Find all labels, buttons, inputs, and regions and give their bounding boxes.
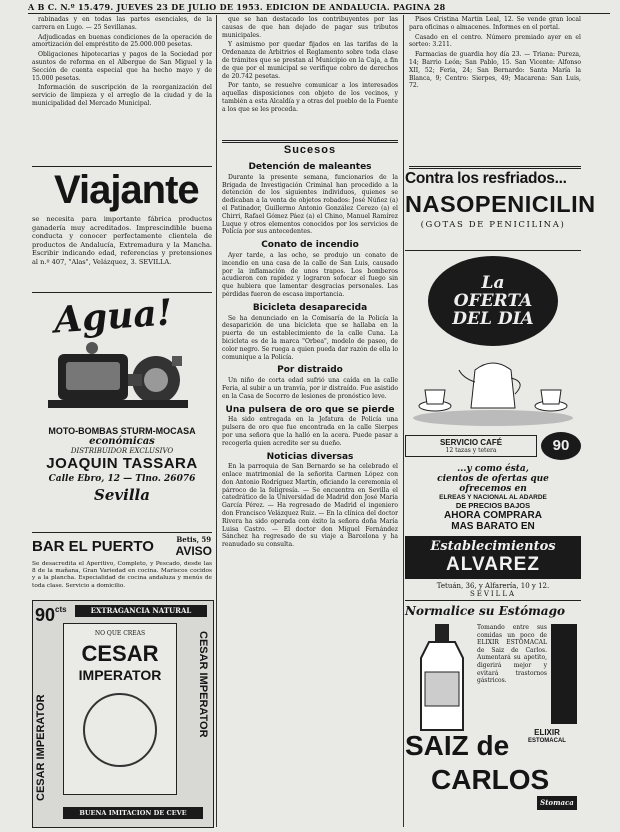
cesar-side-left: CESAR IMPERATOR xyxy=(35,694,47,801)
servicio-row xyxy=(405,432,581,460)
servicio-price: 90 xyxy=(541,432,581,460)
paragraph: Información de suscripción de la reorganización del servicio de limpieza y el arreglo de la ciudad y de la municipalidad del Mercado Municipal. xyxy=(32,84,212,107)
cesar-price-value: 90 xyxy=(35,605,56,625)
oferta-text-2: cientos de ofertas que xyxy=(437,474,549,484)
oferta-text-4: ELREAS Y NACIONAL AL ADARDE xyxy=(439,494,547,501)
saiz-stamp: Stomaca xyxy=(537,796,577,810)
bar-aviso: AVISO xyxy=(175,544,212,558)
oferta-text-5: DE PRECIOS BAJOS xyxy=(455,501,531,510)
servicio-sub: 12 tazas y tetera xyxy=(445,447,497,454)
column-divider-right xyxy=(403,15,404,827)
agua-economicas: económicas xyxy=(89,436,155,447)
servicio-label: SERVICIO CAFÉ xyxy=(439,438,503,447)
cesar-bottle-sub: NO QUE CREAS xyxy=(94,630,146,637)
resfriados-headline: Contra los resfriados... xyxy=(405,170,567,187)
section-title: Por distraido xyxy=(277,365,343,376)
paragraph: Y asimismo por quedar fijados en las tarifas de la Ordenanza de Arbitrios el Reglamento sobre toda clase de trámites que se prestan al Municipio en la Caja, a fin de que por el municipal se verifique cobro de derechos de 20.742 pesetas. xyxy=(222,41,398,80)
nasopenicilin-sub: (GOTAS DE PENICILINA) xyxy=(420,220,566,230)
section-text: Ha sido entregada en la Jefatura de Policía una pulsera de oro que fue encontrada en la calle Sierpes por una señora que la halló en la acera. Puede pasar a recogerla quien acredite ser su dueño. xyxy=(222,416,398,447)
paragraph: Casado en el centro. Número premiado ayer en el sorteo: 3.211. xyxy=(409,33,581,49)
viajante-title: Viajante xyxy=(54,168,199,212)
left-intro-text xyxy=(32,16,212,166)
agua-address: Calle Ebro, 12 — Tlno. 26076 xyxy=(48,474,196,484)
separator xyxy=(409,166,581,169)
section-text: Ayer tarde, a las ocho, se produjo un conato de incendio en una casa de la calle de San Luis, causado por la inflamación de unos trapos. Los bomberos acudieron con rapidez y lograron sofocar el fuego sin que hubiera que lamentar desgracias personales. Las pérdidas fueron de escasa importancia. xyxy=(222,251,398,298)
agua-brand-line: MOTO-BOMBAS STURM-MOCASA xyxy=(48,426,196,436)
elixir-bottle-illustration xyxy=(413,624,473,734)
separator xyxy=(32,166,212,167)
elixir-label: ELIXIR xyxy=(534,728,560,737)
column-divider-left xyxy=(216,15,217,827)
cesar-tag: EXTRAGANCIA NATURAL xyxy=(75,605,207,617)
paragraph: Obligaciones hipotecarias y pagos de la Sociedad por asuntos de reforma en el Albergue de San Miguel y la Sección de cuenta especial que ha hecho mayo y de 15.000 pesetas. xyxy=(32,51,212,82)
section-text: En la parroquia de San Bernardo se ha celebrado el enlace matrimonial de la señorita Carmen López con don Antonio Rodríguez Martín, oficiando la ceremonia el párroco de la feligresía. — Se encuentra en Sevilla el catedrático de la Universidad de Madrid don José María García Pérez. — Ha regresado de Madrid el ingeniero don Francisco Velázquez Ruiz. — En la clínica del doctor Rivera ha sido operada con éxito la señora doña María Luisa Castro. — El doctor don Miguel Fernández Sánchez ha regresado de su viaje a Barcelona y ha reanudado su consulta. xyxy=(222,463,398,549)
paragraph: Farmacias de guardia hoy día 23. — Triana: Pureza, 14; Barrio León; San Pablo, 15. San Vicente: Alfonso XII, 52; Feria, 24; San Bernardo: Santa María la Blanca, 9; Centro: Sierpes, 49; Macarena: San Luis, 72. xyxy=(409,51,581,90)
alvarez-city: SEVILLA xyxy=(469,590,517,598)
paragraph: que se han destacado los contribuyentes por las causas de que han dejado de pagar sus tributos municipales. xyxy=(222,16,398,39)
alvarez-address: Tetuán, 36, y Alfarería, 10 y 12. xyxy=(436,582,550,590)
middle-top-text xyxy=(222,16,398,144)
bar-name: BAR EL PUERTO xyxy=(32,538,154,555)
cesar-imperator-ad xyxy=(32,600,214,828)
oferta-text-1: ...y como ésta, xyxy=(457,464,529,474)
coffee-set-illustration xyxy=(405,350,581,430)
nasopenicilin-brand: NASOPENICILIN xyxy=(405,191,596,217)
section-title: Bicicleta desaparecida xyxy=(252,302,368,313)
section-text: Durante la presente semana, funcionarios de la Brigada de Investigación Criminal han procedido a la detención de los siguientes individuos, quienes se dedicaban a la venta de objetos robados: José Núñez (a) el Patinador, Guillermo Antonio González Cerezo (a) el Chirri, Rafael Gómez Páez (a) el Chino, Manuel Ramírez Luque y otros elementos conocidos por los servicios de Policía por sus antecedentes. xyxy=(222,173,398,236)
oferta-text-6: AHORA COMPRARA xyxy=(444,510,542,521)
separator xyxy=(32,532,212,533)
elixir-sub: ESTOMACAL xyxy=(528,738,566,744)
paragraph: Pisos Cristina Martín Leal, 12. Se vende gran local para oficinas o almacenes. Informes en el portal. xyxy=(409,16,581,31)
paragraph: Adjudicadas en buenas condiciones de la operación de amortización del empréstito de 25.000.000 pesetas. xyxy=(32,33,212,49)
oferta-text-7: MAS BARATO EN xyxy=(451,521,535,532)
cesar-price: $90^{cts}$ xyxy=(35,605,67,625)
cesar-label1: CESAR xyxy=(81,641,159,666)
alvarez-banner xyxy=(405,536,581,579)
sucesos-heading: Sucesos xyxy=(283,144,337,156)
section-title: Conato de incendio xyxy=(261,240,359,251)
agua-city: Sevilla xyxy=(94,486,150,504)
section-text: Se ha denunciado en la Comisaría de la Policía la desaparición de una bicicleta que se hallaba en la puerta de un establecimiento de la calle Cuna. La bicicleta es de la marca "Orbea", modelo de paseo, de color negro. Se ruega a quien pueda dar razón de ella lo comunique a la Policía. xyxy=(222,314,398,361)
separator xyxy=(405,250,581,251)
store-line-2: ALVAREZ xyxy=(446,554,540,575)
saiz-de-carlos-ad xyxy=(405,604,581,826)
sucesos-section xyxy=(222,158,398,826)
viajante-text: se necesita para importante fábrica productos ganadería muy acreditados. Imprescindible buena conducta y conocer perfectamente clientela de productos de Andalucía, Extremadura y la Mancha. Escribir indicando edad, referencias y pretensiones al n.º 407, "Alas", Velázquez, 3. SEVILLA. xyxy=(32,215,212,266)
saiz-text: Tomando entre sus comidas un poco de ELIXIR ESTOMACAL de Saiz de Carlos. Aumentará su apetito, digerirá mejor y evitará trastornos gástricos. xyxy=(477,624,547,685)
nasopenicilin-ad xyxy=(405,170,596,248)
saiz-headline: Normalice su Estómago xyxy=(405,604,565,618)
oferta-text-3: ofrecemos en xyxy=(459,484,527,494)
cesar-side-right: CESAR IMPERATOR xyxy=(197,631,209,738)
agua-title: Agua! xyxy=(52,291,174,342)
section-title: Una pulsera de oro que se pierde xyxy=(225,404,395,415)
header-rule xyxy=(28,13,610,14)
paragraph: Por tanto, se resuelve comunicar a los interesados aquellas disposiciones con objeto de los vecinos, y también a esta Alcaldía y a otras del pueblo de la Fuente a los que se les proceda. xyxy=(222,82,398,113)
store-line-1: Establecimientos xyxy=(430,539,556,554)
bar-el-puerto-ad xyxy=(32,535,212,595)
cesar-bottle xyxy=(63,623,177,795)
oferta-del-dia-ad xyxy=(405,252,581,598)
cesar-emblem xyxy=(83,693,157,767)
sucesos-rule xyxy=(222,140,398,143)
separator xyxy=(405,600,581,601)
saiz-name-2: CARLOS xyxy=(431,764,550,795)
agua-distributor-name: JOAQUIN TASSARA xyxy=(46,455,198,472)
motor-pump-illustration xyxy=(32,336,212,426)
agua-distributor-label: DISTRIBUIDOR EXCLUSIVO xyxy=(70,447,174,455)
section-text: Un niño de corta edad sufrió una caída en la calle Feria, al subir a un tranvía, por ir distraído. Fue asistido en la Casa de Socorro de lesiones de pronóstico leve. xyxy=(222,377,398,400)
right-top-text xyxy=(409,16,581,164)
agua-ad xyxy=(32,291,212,530)
oferta-title: La OFERTA DEL DIA xyxy=(452,273,534,329)
section-title: Detención de maleantes xyxy=(248,162,372,172)
page-header: A B C. N.º 15.479. JUEVES 23 DE JULIO DE 1953. EDICION DE ANDALUCIA. PAGINA 28 xyxy=(28,2,446,12)
oferta-oval xyxy=(428,256,558,346)
saiz-dark-panel xyxy=(551,624,577,724)
paragraph: rabinadas y en todas las partes esenciales, de la carrera en Lugo. — 25 Sevillanas. xyxy=(32,16,212,31)
cesar-label2: IMPERATOR xyxy=(78,667,162,683)
bar-text: Se desacredita el Aperitivo, Completo, y Pescado, desde las 8 de la mañana, Gran Variedad en cocina. Mariscos cocidos y a la plancha. Especialidad de cocina andaluza y menús de toda clase. Servicio a domicilio. xyxy=(32,561,212,589)
saiz-name-1: SAIZ de xyxy=(405,730,510,761)
viajante-ad xyxy=(32,168,212,288)
cesar-footer: BUENA IMITACION DE CEVE xyxy=(63,807,203,819)
section-title: Noticias diversas xyxy=(266,451,354,462)
bar-address: Betis, 59 xyxy=(176,535,212,544)
